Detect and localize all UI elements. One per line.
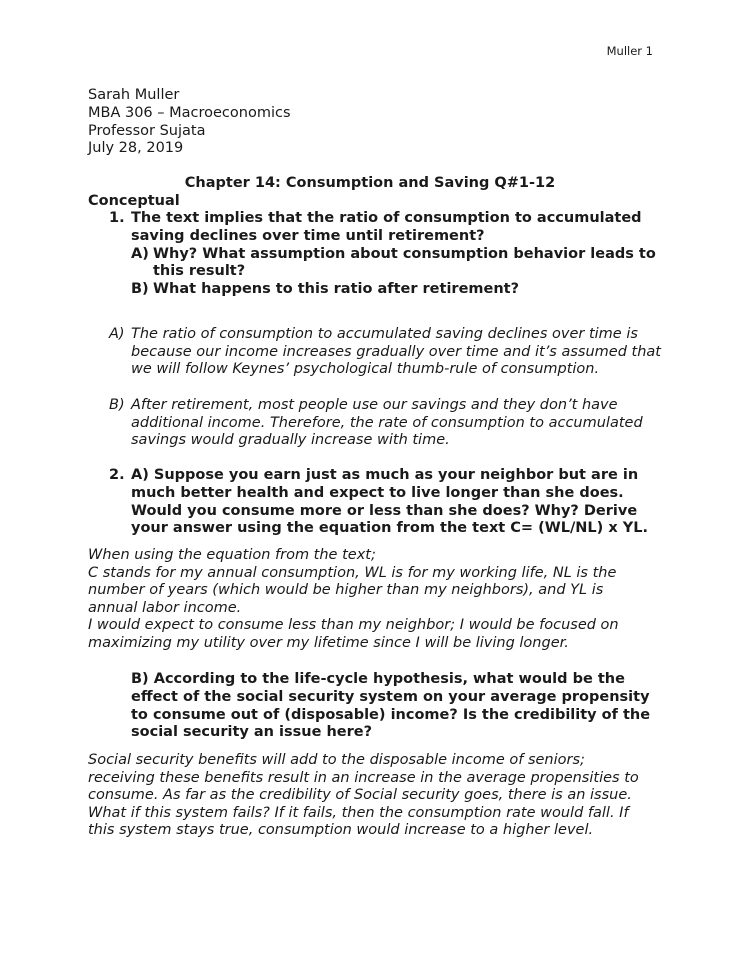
answer-label: B) [109,397,125,413]
answer-2a-definitions: C stands for my annual consumption, WL is for my working life, NL is the number of years (which would be higher than my neighbors), and YL is annual labor income. [88,564,617,616]
course-name: MBA 306 – Macroeconomics [88,104,291,121]
answer-1b-text: After retirement, most people use our savings and they don’t have additional income. Therefore, the rate of consumption to accumulated savings would gradually increase with time. [131,397,643,448]
date: July 28, 2019 [88,140,184,157]
professor-name: Professor Sujata [88,122,206,139]
question-1-text: The text implies that the ratio of consumption to accumulated saving declines over time until retirement? [131,210,642,244]
answer-2a [88,547,648,652]
author-name: Sarah Muller [88,87,180,103]
answer-1a-text: The ratio of consumption to accumulated saving declines over time is because our income increases gradually over time and it’s assumed that we will follow Keynes’ psychological thumb-rule of consumption. [131,326,661,377]
part-label: A) [131,245,149,262]
answer-2a-conclusion: I would expect to consume less than my neighbor; I would be focused on maximizing my utility over my lifetime since I will be living longer. [88,617,619,651]
document-title: Chapter 14: Consumption and Saving Q#1-12 [184,175,556,191]
question-number: 1. [109,210,125,226]
answer-label: A) [109,326,125,342]
question-1-part-a [131,246,656,282]
answer-2b [88,752,648,840]
question-number: 2. [109,467,125,483]
section-heading: Conceptual [88,193,180,209]
header-block [88,87,291,158]
answer-2a-intro: When using the equation from the text; [88,547,376,563]
question-2a-text: A) Suppose you earn just as much as your neighbor but are in much better health and expect to live longer than she does. Would you consume more or less than she does? Why? Derive your answer using the equation from the text C= (WL/NL) x YL. [131,467,648,537]
page-number: Muller 1 [606,44,653,58]
answer-2b-text: Social security benefits will add to the disposable income of seniors; receiving these benefits result in an increase in the average propensities to consume. As far as the credibility of Social security goes, there is an issue. What if this system fails? If it fails, then the consumption rate would fall. If this system stays true, consumption would increase to a higher level. [88,752,639,838]
question-1a-text: Why? What assumption about consumption behavior leads to this result? [153,245,656,280]
part-label: B) [131,281,149,298]
question-1b-text: What happens to this ratio after retirement? [153,281,520,298]
question-2b-text: B) According to the life-cycle hypothesis, what would be the effect of the social security system on your average propensity to consume out of (disposable) income? Is the credibility of the social security an issue here? [131,671,651,741]
question-1-part-b [131,281,656,299]
